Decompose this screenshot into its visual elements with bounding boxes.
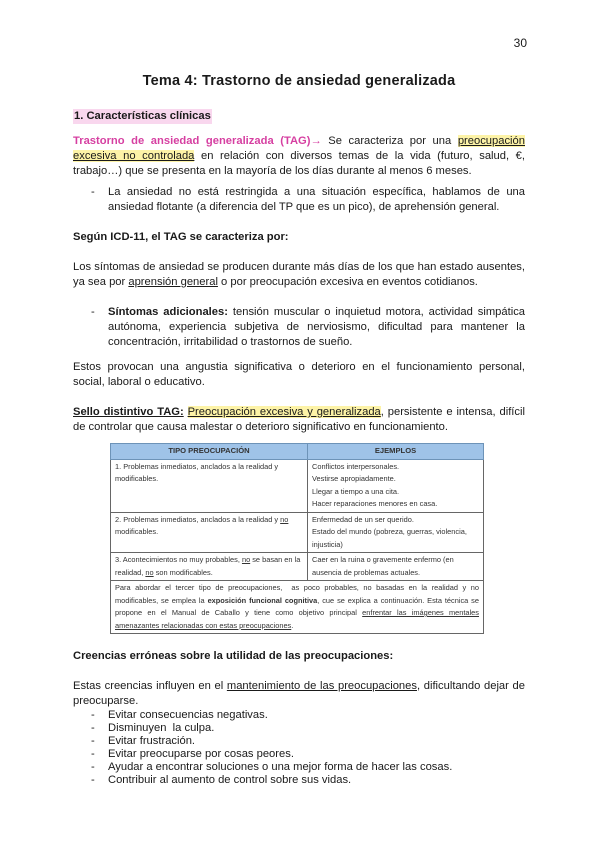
table-row bbox=[111, 512, 484, 553]
table-header: TIPO PREOCUPACIÓN bbox=[111, 444, 308, 460]
hallmark-paragraph: Sello distintivo TAG: Preocupación excesiva y generalizada, persistente e intensa, difícil de controlar que causa malestar o deterioro significativo en funcionamiento. bbox=[73, 406, 525, 433]
table-cell: Caer en la ruina o gravemente enfermo (en ausencia de problemas actuales. bbox=[308, 553, 484, 581]
list-item: - Evitar consecuencias negativas. bbox=[108, 709, 525, 722]
tag-term: Trastorno de ansiedad generalizada (TAG)→ bbox=[73, 135, 322, 147]
list-item: - La ansiedad no está restringida a una situación específica, hablamos de una ansiedad flotante (a diferencia del TP que es un pico), de aprehensión general. bbox=[108, 185, 525, 215]
list-item: - Ayudar a encontrar soluciones o una mejor forma de hacer las cosas. bbox=[108, 761, 525, 774]
section-heading-icd11: Según ICD-11, el TAG se caracteriza por: bbox=[73, 231, 289, 243]
bullet-list-symptoms bbox=[73, 305, 525, 350]
impairment-paragraph: Estos provocan una angustia significativa o deterioro en el funcionamiento personal, social, laboral o educativo. bbox=[73, 361, 525, 388]
table-row bbox=[111, 459, 484, 512]
highlight-excessive-worry: preocupación excesiva no controlada bbox=[73, 135, 525, 162]
section-heading-clinical: 1. Características clínicas bbox=[74, 110, 211, 122]
highlight-generalized-worry: Preocupación excesiva y generalizada bbox=[187, 406, 381, 418]
table-row bbox=[111, 553, 484, 581]
bullet-list-floating-anxiety bbox=[73, 185, 525, 215]
list-item: - Evitar frustración. bbox=[108, 735, 525, 748]
hallmark-label: Sello distintivo TAG: bbox=[73, 406, 184, 418]
list-item: - Evitar preocuparse por cosas peores. bbox=[108, 748, 525, 761]
table-cell: 1. Problemas inmediatos, anclados a la realidad y modificables. bbox=[111, 459, 308, 512]
section-heading-beliefs: Creencias erróneas sobre la utilidad de las preocupaciones: bbox=[73, 650, 394, 662]
page-title: Tema 4: Trastorno de ansiedad generalizada bbox=[142, 73, 456, 89]
table-cell: Enfermedad de un ser querido. Estado del mundo (pobreza, guerras, violencia, injusticia) bbox=[308, 512, 484, 553]
table-row bbox=[111, 581, 484, 634]
document-body bbox=[73, 74, 525, 787]
table-note: Para abordar el tercer tipo de preocupaciones, as poco probables, no basadas en la realidad y no modificables, se emplea la exposición funcional cognitiva, cue se explica a continuación. Esta técnica se propone en el Manual de Caballo y tiene como objetivo principal enfrentar las imágenes mentales amenazantes relacionadas con estas preocupaciones. bbox=[111, 581, 484, 634]
list-item: - Contribuir al aumento de control sobre sus vidas. bbox=[108, 774, 525, 787]
worry-types-table bbox=[110, 443, 484, 634]
page-number: 30 bbox=[513, 36, 527, 50]
beliefs-list bbox=[73, 709, 525, 787]
list-item: - Disminuyen la culpa. bbox=[108, 722, 525, 735]
list-item: - Síntomas adicionales: tensión muscular o inquietud motora, actividad simpática autónoma, experiencia subjetiva de nerviosismo, dificultad para mantener la concentración, irritabilidad o trastornos de sueño. bbox=[108, 305, 525, 350]
table-cell: Conflictos interpersonales. Vestirse apropiadamente. Llegar a tiempo a una cita. Hacer reparaciones menores en casa. bbox=[308, 459, 484, 512]
table-cell: 2. Problemas inmediatos, anclados a la realidad y no modificables. bbox=[111, 512, 308, 553]
beliefs-paragraph: Estas creencias influyen en el mantenimiento de las preocupaciones, dificultando dejar de preocuparse. bbox=[73, 680, 525, 707]
tag-definition: Trastorno de ansiedad generalizada (TAG)→ Se caracteriza por una preocupación excesiva no controlada en relación con diversos temas de la vida (futuro, salud, €, trabajo…) que se presenta en la mayoría de los días durante al menos 6 meses. bbox=[73, 135, 525, 177]
icd-paragraph: Los síntomas de ansiedad se producen durante más días de los que han estado ausentes, ya sea por aprensión general o por preocupación excesiva en eventos cotidianos. bbox=[73, 261, 525, 288]
table-header: EJEMPLOS bbox=[308, 444, 484, 460]
table-cell: 3. Acontecimientos no muy probables, no se basan en la realidad, no son modificables. bbox=[111, 553, 308, 581]
